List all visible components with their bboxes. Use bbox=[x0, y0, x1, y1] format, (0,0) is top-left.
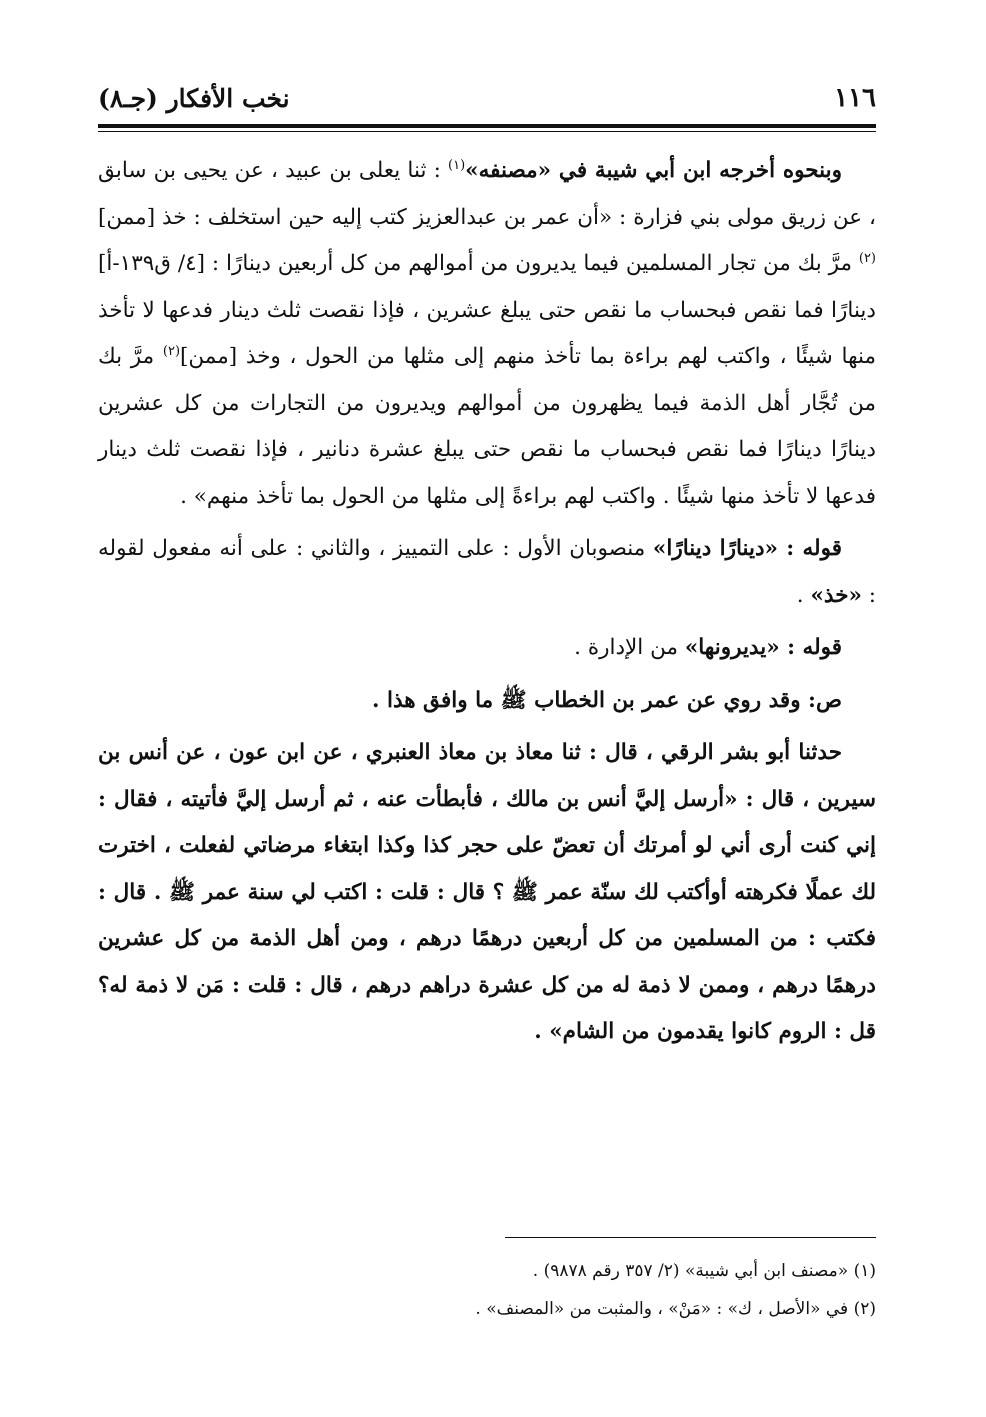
running-header bbox=[98, 78, 876, 118]
paragraph-2-tail: . bbox=[796, 582, 811, 608]
footnote-ref-2a: (٢) bbox=[858, 250, 876, 266]
header-rule bbox=[98, 124, 876, 128]
paragraph-4 bbox=[98, 678, 876, 725]
footnote-1: (١) «مصنف ابن أبي شيبة» (٢/ ٣٥٧ رقم ٩٨٧٨) . bbox=[532, 1261, 876, 1281]
footnotes bbox=[98, 1252, 876, 1328]
footnote-ref-2b: (٢) bbox=[162, 343, 181, 359]
paragraph-2-lead: قوله : «دينارًا دينارًا» bbox=[652, 536, 842, 561]
main-text bbox=[98, 148, 876, 1056]
paragraph-5 bbox=[98, 730, 876, 1056]
paragraph-3 bbox=[98, 625, 876, 672]
paragraph-1-text: : ثنا يعلى بن عبيد ، عن يحيى بن سابق ، عن زريق مولى بني فزارة : «أن عمر بن عبدالعزيز كتب إليه حين استخلف : خذ [ممن] bbox=[98, 158, 876, 230]
paragraph-2 bbox=[98, 526, 876, 619]
paragraph-2-text: منصوبان الأول : على التمييز ، والثاني : على أنه مفعول لقوله : bbox=[98, 536, 876, 608]
paragraph-3-lead: قوله : «يديرونها» bbox=[684, 635, 842, 660]
footnote-ref-1: (١) bbox=[448, 157, 466, 173]
paragraph-1 bbox=[98, 148, 876, 520]
header-rule-thin bbox=[98, 131, 876, 132]
paragraph-2-bold-word: «خذ» bbox=[810, 582, 862, 608]
paragraph-4-text: ص: وقد روي عن عمر بن الخطاب ﷺ ما وافق هذا . bbox=[372, 687, 842, 713]
paragraph-1-text-3: مرَّ بك من تُجَّار أهل الذمة فيما يظهرون من أموالهم ويديرون من التجارات من كل عشرين دينارًا دينارًا فما نقص فبحساب ما نقص حتى يبلغ عشرة دنانير ، فإذا نقصت ثلث دينار فدعها لا تأخذ منها شيئًا . واكتب لهم براءةً إلى مثلها من الحول بما تأخذ منهم» . bbox=[98, 344, 876, 509]
paragraph-3-text: من الإدارة . bbox=[574, 635, 685, 660]
footnote-separator bbox=[505, 1237, 876, 1238]
paragraph-1-text-2: مرَّ بك من تجار المسلمين فيما يديرون من أموالهم من كل أربعين دينارًا : [٤/ ق١٣٩-أ] دينارًا فما نقص فبحساب ما نقص حتى يبلغ عشرين ، فإذا نقصت ثلث دينار فدعها لا تأخذ منها شيئًا ، واكتب لهم براءة بما تأخذ منهم إلى مثلها من الحول ، وخذ [ممن] bbox=[98, 251, 876, 369]
paragraph-1-lead: وبنحوه أخرجه ابن أبي شيبة في «مصنفه» bbox=[465, 158, 842, 183]
running-title: نخب الأفكار (جـ٨) bbox=[98, 83, 290, 113]
page-number: ١١٦ bbox=[834, 83, 876, 113]
footnote-2: (٢) في «الأصل ، ك» : «مَنْ» ، والمثبت من «المصنف» . bbox=[475, 1299, 876, 1319]
paragraph-5-text: حدثنا أبو بشر الرقي ، قال : ثنا معاذ بن معاذ العنبري ، عن ابن عون ، عن أنس بن سيرين ، قال : «أرسل إليَّ أنس بن مالك ، فأبطأت عنه ، ثم أرسل إليَّ فأتيته ، فقال : إني كنت أرى أني لو أمرتك أن تعضّ على حجر كذا وكذا ابتغاء مرضاتي لفعلت ، اخترت لك عملًا فكرهته أوأكتب لك سنّة عمر ﷺ ؟ قال : قلت : اكتب لي سنة عمر ﷺ . قال : فكتب : من المسلمين من كل أربعين درهمًا درهم ، ومن أهل الذمة من كل عشرين درهمًا درهم ، وممن لا ذمة له من كل عشرة دراهم درهم ، قال : قلت : مَن لا ذمة له؟ قل : الروم كانوا يقدمون من الشام» . bbox=[98, 740, 876, 1044]
